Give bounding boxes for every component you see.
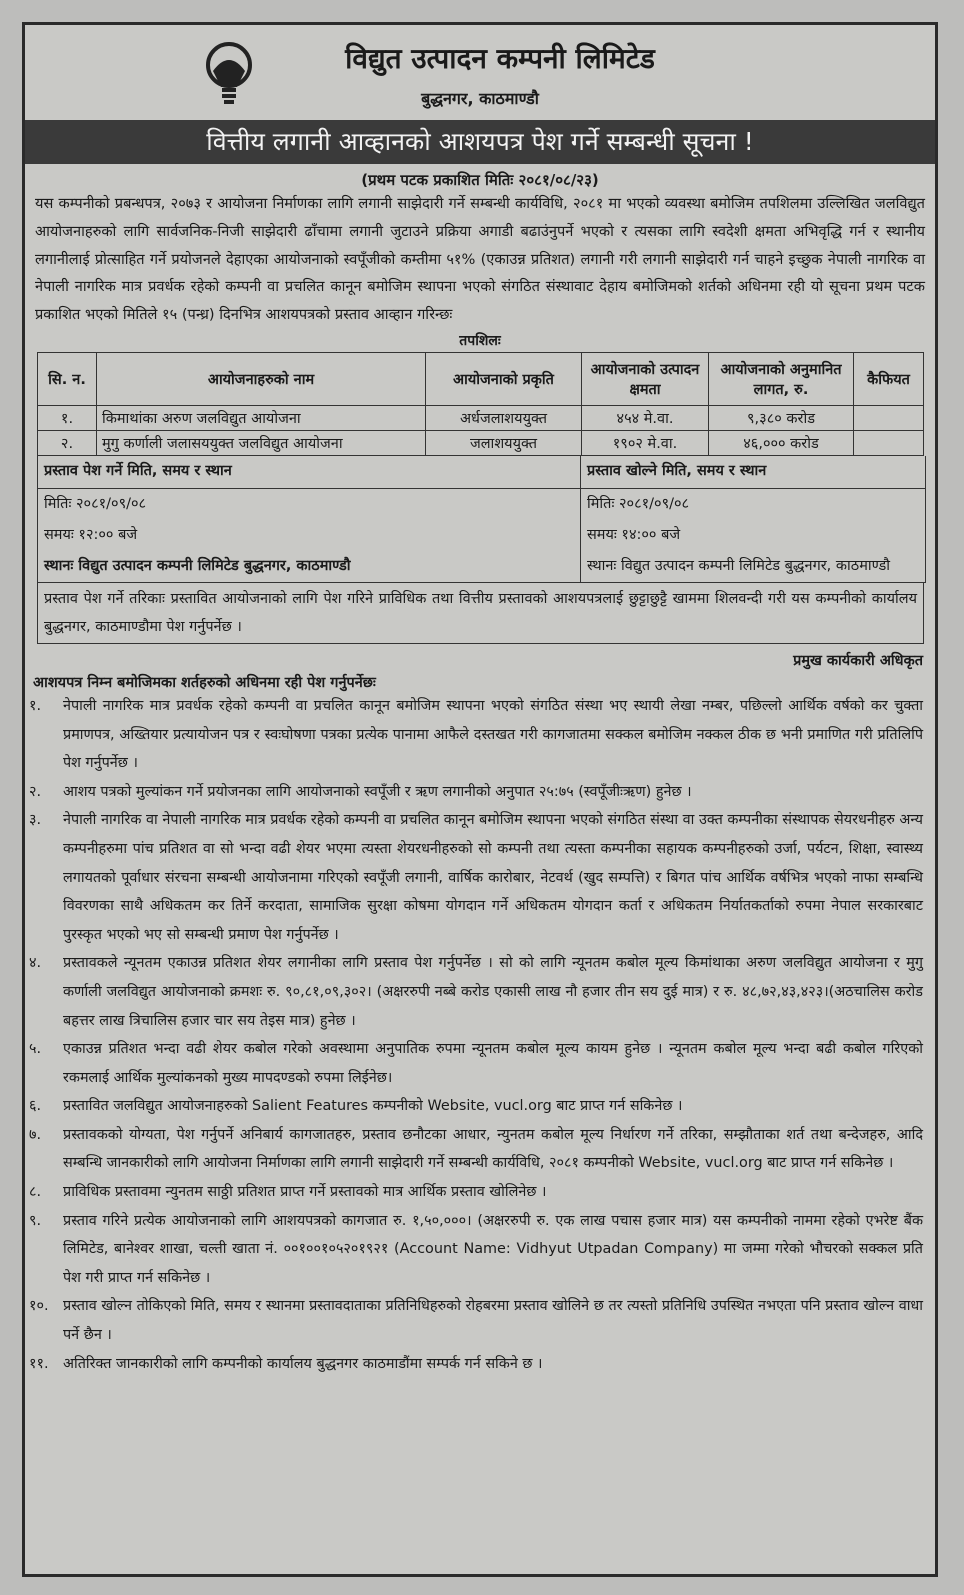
cell-remarks <box>854 405 924 430</box>
condition-item <box>29 1178 923 1207</box>
item-number: ७. <box>29 1126 42 1143</box>
cell-type: जलाशययुक्त <box>426 430 582 455</box>
item-text: प्रस्तावकको योग्यता, पेश गर्नुपर्ने अनिबार्य कागजातहरु, प्रस्ताव छनौटका आधार, न्युनतम कबोल मूल्य निर्धारण गर्ने तरिका, सम्झौताका शर्त तथा बन्देजहरु, आदि सम्बन्धि जानकारीको लागि आयोजना निर्माणका लागि लगानी साझेदारी गर्ने सम्बन्धी कार्यविधि, २०८१ कम्पनीको Website, vucl.org बाट प्राप्त गर्न सकिनेछ । <box>63 1126 923 1172</box>
condition-item <box>29 949 923 1035</box>
item-number: १०. <box>29 1298 49 1315</box>
col-type: आयोजनाको प्रकृति <box>426 352 582 405</box>
cell-name: मुगु कर्णाली जलासययुक्त जलविद्युत आयोजना <box>97 430 426 455</box>
cell-cost: ९,३८० करोड <box>709 405 854 430</box>
table-row <box>38 430 924 455</box>
opening-time: समयः १४:०० बजे <box>587 526 681 543</box>
item-text: प्राविधिक प्रस्तावमा न्युनतम साठ्ठी प्रतिशत प्राप्त गर्ने प्रस्तावको मात्र आर्थिक प्रस्ताव खोलिनेछ । <box>63 1184 547 1201</box>
item-number: ४. <box>29 955 42 972</box>
item-text: एकाउन्न प्रतिशत भन्दा वढी शेयर कबोल गरेको अवस्थामा अनुपातिक रुपमा न्यूनतम कबोल मूल्य कायम हुनेछ । न्यूनतम कबोल मूल्य भन्दा बढी कबोल गरिएको रकमलाई आर्थिक मुल्यांकनको मुख्य मापदण्डको रुपमा लिईनेछ। <box>63 1041 923 1086</box>
item-number: २. <box>29 783 42 800</box>
intro-paragraph: यस कम्पनीको प्रबन्धपत्र, २०७३ र आयोजना निर्माणका लागि लगानी साझेदारी गर्ने सम्बन्धी कार्यविधि, २०८१ मा भएको व्यवस्था बमोजिम तपशिलमा उल्लिखित जलविद्युत आयोजनाहरुको लागि सार्वजनिक-निजी साझेदारी ढाँचामा लगानी जुटाउने प्रक्रिया अगाडी बढाउंनुपर्ने भएको र त्यसका लागि स्वदेशी क्षमता अभिवृद्धि गर्न र स्थानीय लगानीलाई प्रोत्साहित गर्ने प्रयोजनले देहाएका आयोजनाको स्वपूँजीको कम्तीमा ५१% (एकाउन्न प्रतिशत) लगानी गरी लगानी साझेदारी गर्न चाहने इच्छुक नेपाली नागरिक वा नेपाली नागरिक मात्र प्रवर्धक रहेको कम्पनी वा प्रचलित कानून बमोजिम स्थापना भएको संगठित संस्थावाट देहाय बमोजिमको शर्तको अधिनमा रही यो सूचना प्रथम पटक प्रकाशित भएको मितिले १५ (पन्ध्र) दिनभित्र आशयपत्रको प्रस्ताव आव्हान गरिन्छः <box>35 195 925 324</box>
condition-item <box>29 806 923 949</box>
condition-item <box>29 1350 923 1379</box>
company-location: बुद्धनगर, काठमाण्डौ <box>421 89 539 108</box>
submission-date: मितिः २०८१/०९/०८ <box>44 495 147 512</box>
condition-item <box>29 1292 923 1349</box>
col-cost: आयोजनाको अनुमानित लागत, रु. <box>709 352 854 405</box>
condition-item <box>29 1092 923 1121</box>
opening-place: स्थानः विद्युत उत्पादन कम्पनी लिमिटेड बुद्धनगर, काठमाण्डौ <box>587 557 891 574</box>
condition-item <box>29 778 923 807</box>
cell-sn: १. <box>38 405 97 430</box>
col-name: आयोजनाहरुको नाम <box>97 352 426 405</box>
col-remarks: कैफियत <box>854 352 924 405</box>
condition-item <box>29 1121 923 1178</box>
notice <box>22 22 938 1577</box>
col-sn: सि. न. <box>38 352 97 405</box>
conditions-list <box>25 692 935 1378</box>
item-number: ५. <box>29 1041 42 1058</box>
submission-place: स्थानः विद्युत उत्पादन कम्पनी लिमिटेड बुद्धनगर, काठमाण्डौ <box>44 557 351 574</box>
cell-type: अर्धजलाशययुक्त <box>426 405 582 430</box>
item-text: प्रस्ताव खोल्न तोकिएको मिति, समय र स्थानमा प्रस्तावदाताका प्रतिनिधिहरुको रोहबरमा प्रस्ताव खोलिने छ तर त्यस्तो प्रतिनिधि उपस्थित नभएता पनि प्रस्ताव खोल्न वाधा पर्ने छैन । <box>63 1298 923 1344</box>
submission-block <box>38 456 581 582</box>
cell-cost: ४६,००० करोड <box>709 430 854 455</box>
schedule-section <box>37 456 926 583</box>
item-number: ९. <box>29 1212 42 1229</box>
item-text: अतिरिक्त जानकारीको लागि कम्पनीको कार्यालय बुद्धनगर काठमाडौंमा सम्पर्क गर्न सकिने छ । <box>63 1355 543 1372</box>
submission-method: प्रस्ताव पेश गर्ने तरिकाः प्रस्तावित आयोजनाको लागि पेश गरिने प्राविधिक तथा वित्तीय प्रस्तावको आशयपत्रलाई छुट्टाछुट्टै खाममा शिलवन्दी गरी यस कम्पनीको कार्यालय बुद्धनगर, काठमाण्डौमा पेश गर्नुपर्नेछ । <box>37 583 924 644</box>
col-capacity: आयोजनाको उत्पादन क्षमता <box>582 352 709 405</box>
item-text: नेपाली नागरिक मात्र प्रवर्धक रहेको कम्पनी वा प्रचलित कानून बमोजिम स्थापना भएको संगठित संस्था भए स्थायी लेखा नम्बर, पछिल्लो आर्थिक वर्षको कर चुक्ता प्रमाणपत्र, अख्तियार प्रत्यायोजन पत्र र स्वःघोषणा पत्रका प्रत्येक पानामा आफैले दस्तखत गरी कागजातमा सक्कल बमोजिम नक्कल ठीक छ भनी प्रमाणित गरी प्रतिलिपि पेश गर्नुपर्नेछ । <box>63 697 923 772</box>
cell-name: किमाथांका अरुण जलविद्युत आयोजना <box>97 405 426 430</box>
item-number: ८. <box>29 1184 42 1201</box>
condition-item <box>29 1207 923 1293</box>
item-text: नेपाली नागरिक वा नेपाली नागरिक मात्र प्रवर्धक रहेको कम्पनी वा प्रचलित कानून बमोजिम स्थापना भएको संगठित संस्था वा उक्त कम्पनीका संस्थापक सेयरधनीहरु अन्य कम्पनीहरुमा पांच प्रतिशत वा सो भन्दा वढी शेयर भएमा त्यस्ता शेयरधनीहरुको सो कम्पनी तथा त्यस्ता कम्पनीका सहायक कम्पनीहरुको उर्जा, पर्यटन, शिक्षा, स्वास्थ्य लगायतको पूर्वाधार संरचना सम्बन्धी आयोजनामा गरिएको स्वपूँजी लगानी, वार्षिक कारोबार, नेटवर्थ (खुद सम्पत्ति) र बिगत पांच आर्थिक वर्षभित्र भएको नाफा सम्बन्धि विवरणका साथै अधिकतम कर तिर्ने करदाता, सामाजिक सुरक्षा कोषमा योगदान गर्ने अधिकतम योगदान कर्ता र अधिकतम निर्यातकर्ताको रुपमा नेपाल सरकारबाट पुरस्कृत भएको भए सो सम्बन्धी प्रमाण पेश गर्नुपर्नेछ । <box>63 812 923 943</box>
cell-capacity: १९०२ मे.वा. <box>582 430 709 455</box>
table-caption: तपशिलः <box>459 332 501 349</box>
submission-heading: प्रस्ताव पेश गर्ने मिति, समय र स्थान <box>38 456 580 489</box>
opening-date: मितिः २०८१/०९/०८ <box>587 495 690 512</box>
table-row <box>38 405 924 430</box>
signatory: प्रमुख कार्यकारी अधिकृत <box>793 652 923 669</box>
condition-item <box>29 692 923 778</box>
header <box>25 25 935 120</box>
item-text: आशय पत्रको मुल्यांकन गर्ने प्रयोजनका लागि आयोजनाको स्वपूँजी र ऋण लगानीको अनुपात २५:७५ (स्वपूँजीःऋण) हुनेछ । <box>63 783 692 800</box>
item-text: प्रस्ताव गरिने प्रत्येक आयोजनाको लागि आशयपत्रको कागजात रु. १,५०,०००। (अक्षररुपी रु. एक लाख पचास हजार मात्र) यस कम्पनीको नाममा रहेको एभरेष्ट बैंक लिमिटेड, बानेश्वर शाखा, चल्ती खाता नं. ००१००१०५२०१९२१ (Account Name: Vidhyut Utpadan Company) मा जम्मा गरेको भौचरको सक्कल प्रति पेश गरी प्राप्त गर्न सकिनेछ । <box>63 1212 923 1286</box>
conditions-heading: आशयपत्र निम्न बमोजिमका शर्तहरुको अधिनमा रही पेश गर्नुपर्नेछः <box>33 674 376 691</box>
item-number: ३. <box>29 812 42 829</box>
opening-block <box>581 456 925 582</box>
projects-table <box>37 352 924 456</box>
table-header-row <box>38 352 924 405</box>
company-name: विद्युत उत्पादन कम्पनी लिमिटेड <box>345 42 655 75</box>
publish-date: (प्रथम पटक प्रकाशित मितिः २०८१/०८/२३) <box>361 171 599 189</box>
cell-capacity: ४५४ मे.वा. <box>582 405 709 430</box>
notice-title: वित्तीय लगानी आव्हानको आशयपत्र पेश गर्ने सम्बन्धी सूचना ! <box>25 120 935 164</box>
cell-remarks <box>854 430 924 455</box>
cell-sn: २. <box>38 430 97 455</box>
item-text: प्रस्तावकले न्यूनतम एकाउन्न प्रतिशत शेयर लगानीका लागि प्रस्ताव पेश गर्नुपर्नेछ । सो को लागि न्यूनतम कबोल मूल्य किमांथाका अरुण जलविद्युत आयोजना र मुगु कर्णाली जलविद्युत आयोजनाको क्रमशः रु. ९०,८१,०९,३०२। (अक्षररुपी नब्बे करोड एकासी लाख नौ हजार तीन सय दुई मात्र) र रु. ४८,७२,४३,४२३।(अठचालिस करोड बहत्तर लाख त्रिचालिस हजार चार सय तेइस मात्र) हुनेछ । <box>63 955 923 1029</box>
condition-item <box>29 1035 923 1092</box>
item-number: ६. <box>29 1098 42 1115</box>
item-number: १. <box>29 697 42 714</box>
opening-heading: प्रस्ताव खोल्ने मिति, समय र स्थान <box>581 456 925 489</box>
item-number: ११. <box>29 1355 49 1372</box>
submission-time: समयः १२:०० बजे <box>44 526 138 543</box>
item-text: प्रस्तावित जलविद्युत आयोजनाहरुको Salient Features कम्पनीको Website, vucl.org बाट प्राप्त गर्न सकिनेछ । <box>63 1098 683 1115</box>
